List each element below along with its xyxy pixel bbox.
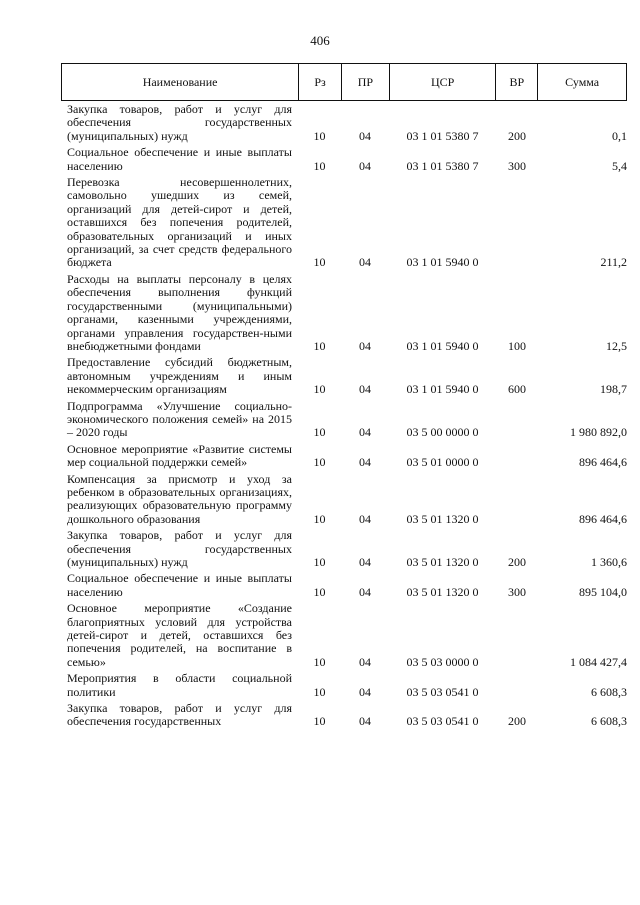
column-header-pr: ПР (341, 64, 389, 100)
row-rz: 10 (313, 654, 326, 669)
row-vr: 300 (508, 158, 526, 173)
row-pr: 04 (359, 158, 371, 173)
row-csr: 03 5 03 0000 0 (406, 654, 479, 669)
table-header (61, 63, 627, 101)
column-header-csr: ЦСР (389, 64, 496, 100)
row-pr: 04 (359, 338, 371, 353)
table-row (61, 400, 627, 440)
table-row (61, 146, 627, 173)
row-name: Перевозка несовершеннолетних, самовольно ушедших из семей, организаций для детей-сирот и детей, оставшихся без попечения родителей, образовательных организаций и иных организаций, за счет средств федерального бюджета (67, 175, 292, 270)
table-row (61, 176, 627, 270)
row-csr: 03 5 00 0000 0 (406, 425, 479, 440)
page-number: 406 (310, 33, 330, 48)
row-csr: 03 5 01 1320 0 (406, 584, 479, 599)
table-row (61, 273, 627, 353)
row-pr: 04 (359, 714, 371, 729)
row-vr: 200 (508, 128, 526, 143)
row-name: Мероприятия в области социальной политики (67, 671, 292, 699)
row-rz: 10 (313, 555, 326, 569)
row-name: Социальное обеспечение и иные выплаты населению (67, 571, 292, 599)
row-csr: 03 1 01 5940 0 (406, 382, 479, 397)
row-pr: 04 (359, 128, 371, 143)
row-csr: 03 5 03 0541 0 (406, 684, 479, 699)
column-header-sum: Сумма (537, 64, 626, 100)
row-name: Социальное обеспечение и иные выплаты населению (67, 145, 292, 173)
row-name: Компенсация за присмотр и уход за ребенком в образовательных организациях, реализующих образовательную программу дошкольного образования (67, 471, 292, 526)
row-vr: 200 (508, 555, 526, 569)
row-pr: 04 (359, 584, 371, 599)
row-sum: 198,7 (600, 382, 627, 397)
row-sum: 211,2 (600, 255, 627, 270)
table-row (61, 602, 627, 669)
table-row (61, 473, 627, 527)
row-sum: 1 360,6 (591, 555, 627, 569)
row-pr: 04 (359, 255, 371, 270)
row-vr: 100 (508, 338, 526, 353)
column-header-name: Наименование (142, 74, 218, 89)
table-row (61, 356, 627, 396)
row-sum: 896 464,6 (579, 455, 627, 470)
row-sum: 896 464,6 (579, 511, 627, 526)
row-name: Основное мероприятие «Создание благоприятных условий для устройства детей-сирот и детей, оставшихся без попечения родителей, на воспитание в семью» (67, 601, 292, 669)
row-csr: 03 1 01 5940 0 (406, 338, 479, 353)
row-name: Закупка товаров, работ и услуг для обеспечения государственных (муниципальных) нужд (67, 102, 292, 143)
row-csr: 03 5 01 0000 0 (406, 455, 479, 470)
row-csr: 03 1 01 5940 0 (406, 255, 479, 270)
row-csr: 03 5 03 0541 0 (406, 714, 479, 729)
row-csr: 03 5 01 1320 0 (406, 511, 479, 526)
column-header-vr: ВР (495, 64, 537, 100)
table-row (61, 103, 627, 143)
row-pr: 04 (359, 455, 371, 470)
row-rz: 10 (313, 455, 326, 470)
row-sum: 895 104,0 (579, 584, 627, 599)
column-header-rz: Рз (298, 64, 341, 100)
row-rz: 10 (313, 338, 326, 353)
row-name: Расходы на выплаты персоналу в целях обеспечения выполнения функций государственными (муниципальными) органами, казенными учреждениями, органами управления государствен-ными внебюджетными фондами (67, 271, 292, 353)
row-csr: 03 1 01 5380 7 (406, 128, 479, 143)
table-row (61, 443, 627, 470)
row-rz: 10 (313, 584, 326, 599)
row-rz: 10 (313, 255, 326, 270)
budget-table-body (61, 101, 627, 729)
row-name: Предоставление субсидий бюджетным, автономным учреждениям и иным некоммерческим организациям (67, 355, 292, 397)
row-csr: 03 1 01 5380 7 (406, 158, 479, 173)
row-sum: 12,5 (606, 338, 627, 353)
row-name: Закупка товаров, работ и услуг для обеспечения государственных (67, 701, 292, 729)
row-sum: 1 980 892,0 (570, 425, 627, 440)
row-vr: 600 (508, 382, 526, 397)
row-pr: 04 (359, 555, 371, 569)
row-pr: 04 (359, 511, 371, 526)
row-sum: 5,4 (612, 158, 627, 173)
row-pr: 04 (359, 425, 371, 440)
row-pr: 04 (359, 684, 371, 699)
row-name: Закупка товаров, работ и услуг для обеспечения государственных (муниципальных) нужд (67, 528, 292, 569)
row-rz: 10 (313, 382, 326, 397)
row-sum: 6 608,3 (591, 684, 627, 699)
row-name: Основное мероприятие «Развитие системы мер социальной поддержки семей» (67, 441, 292, 470)
row-sum: 0,1 (612, 128, 627, 143)
row-vr: 200 (508, 714, 526, 729)
row-rz: 10 (313, 511, 326, 526)
table-row (61, 702, 627, 729)
row-csr: 03 5 01 1320 0 (406, 555, 479, 569)
row-rz: 10 (313, 128, 326, 143)
row-pr: 04 (359, 654, 371, 669)
row-rz: 10 (313, 425, 326, 440)
table-row (61, 529, 627, 569)
table-row (61, 672, 627, 699)
table-row (61, 572, 627, 599)
row-name: Подпрограмма «Улучшение социально-экономического положения семей» на 2015 – 2020 годы (67, 398, 292, 440)
row-rz: 10 (313, 158, 326, 173)
row-sum: 1 084 427,4 (570, 654, 627, 669)
row-rz: 10 (313, 714, 326, 729)
row-vr: 300 (508, 584, 526, 599)
row-pr: 04 (359, 382, 371, 397)
row-sum: 6 608,3 (591, 714, 627, 729)
row-rz: 10 (313, 684, 326, 699)
